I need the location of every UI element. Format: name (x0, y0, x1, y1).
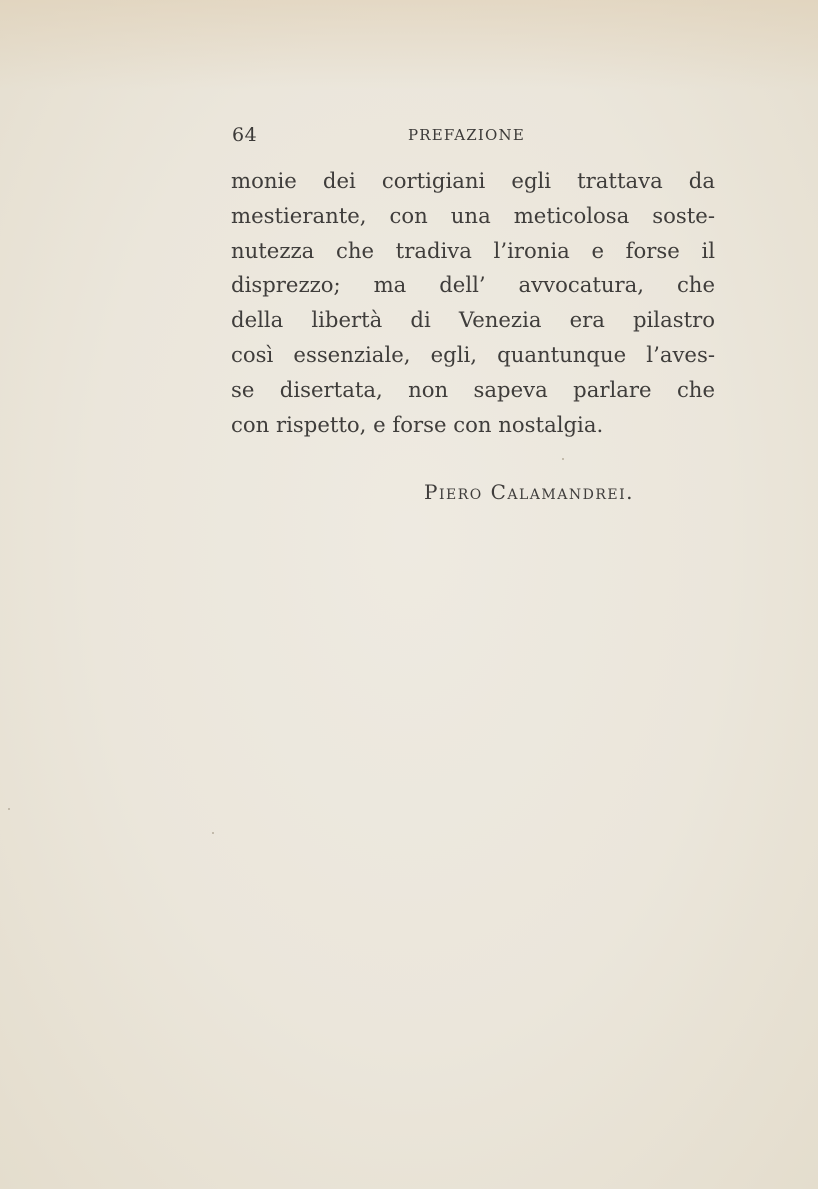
text-line: disprezzo; ma dell’ avvocatura, che (231, 272, 715, 298)
text-line: con rispetto, e forse con nostalgia. (231, 411, 604, 437)
author-signature: Piero Calamandrei. (424, 480, 634, 504)
text-line: della libertà di Venezia era pilastro (231, 307, 715, 333)
text-line: monie dei cortigiani egli trattava da (231, 168, 715, 193)
text-line: se disertata, non sapeva parlare che (231, 376, 715, 402)
body-paragraph (231, 164, 715, 442)
text-line: mestierante, con una meticolosa soste- (231, 202, 715, 228)
page-number: 64 (232, 124, 258, 146)
paper-speck (8, 808, 10, 810)
paper-speck (212, 832, 214, 834)
running-head (232, 124, 712, 150)
text-line: nutezza che tradiva l’ironia e forse il (231, 237, 715, 263)
paper-speck (562, 458, 564, 460)
paper-discoloration (0, 0, 818, 90)
text-line: così essenziale, egli, quantunque l’aves- (231, 341, 715, 367)
section-title: PREFAZIONE (408, 126, 525, 144)
